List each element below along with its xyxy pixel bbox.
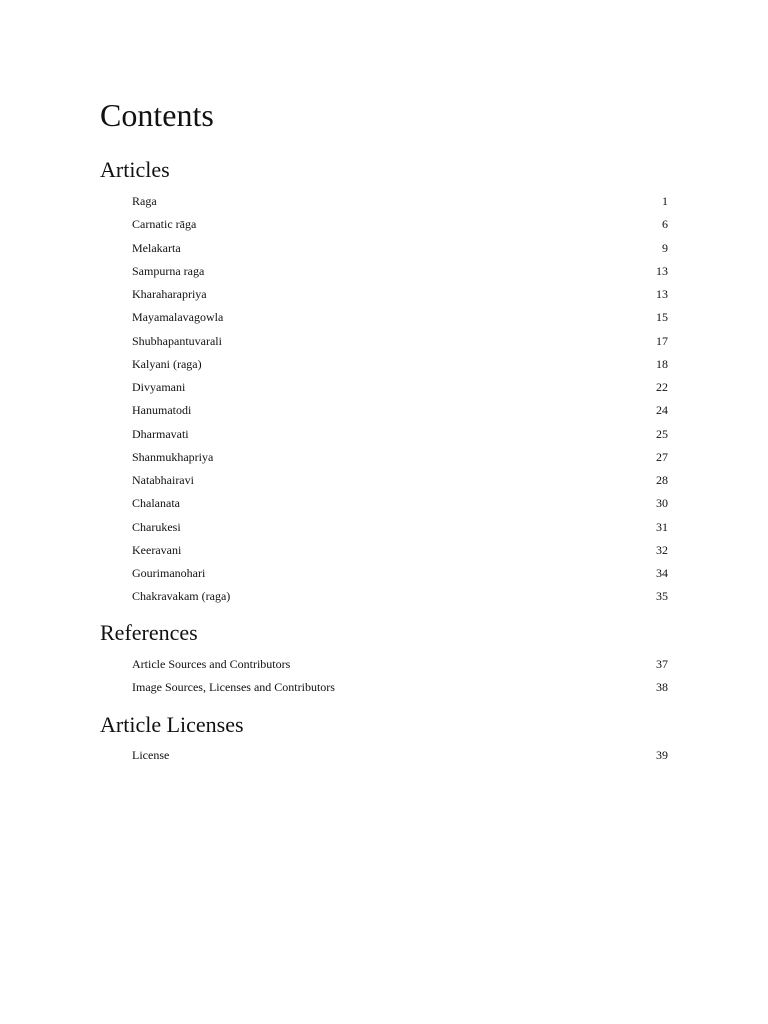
toc-entry[interactable]	[132, 330, 668, 353]
toc-entry-label: Melakarta	[132, 240, 181, 255]
toc-entry-page: 1	[662, 194, 668, 209]
toc-entry[interactable]	[132, 306, 668, 329]
toc-entry-page: 34	[656, 566, 668, 581]
toc-entry-label: Carnatic rāga	[132, 217, 197, 232]
toc-entry[interactable]	[132, 539, 668, 562]
toc-entry-page: 13	[656, 263, 668, 278]
toc-entry[interactable]	[132, 353, 668, 376]
toc-entry-page: 27	[656, 449, 668, 464]
toc-entry-label: Sampurna raga	[132, 263, 205, 278]
toc-entry-label: Shanmukhapriya	[132, 449, 214, 464]
toc-entry-page: 35	[656, 589, 668, 604]
section-heading-articles: Articles	[100, 157, 170, 182]
toc-entry[interactable]	[132, 376, 668, 399]
toc-entry-label: Chalanata	[132, 496, 180, 511]
toc-entry[interactable]	[132, 469, 668, 492]
toc-entry-label: Kalyani (raga)	[132, 356, 202, 371]
toc-entry-label: Gourimanohari	[132, 566, 206, 581]
toc-entry-label: Divyamani	[132, 380, 186, 395]
toc-entry[interactable]	[132, 423, 668, 446]
toc-entry[interactable]	[132, 190, 668, 213]
toc-entry-page: 6	[662, 217, 668, 232]
toc-entry-label: Dharmavati	[132, 426, 189, 441]
toc-entry-label: Shubhapantuvarali	[132, 333, 222, 348]
toc-entry[interactable]	[132, 744, 668, 767]
toc-entry-label: Article Sources and Contributors	[132, 657, 291, 672]
toc-entry[interactable]	[132, 399, 668, 422]
toc-entry[interactable]	[132, 283, 668, 306]
toc-entry-page: 38	[656, 680, 668, 695]
toc-entry[interactable]	[132, 260, 668, 283]
toc-entry-page: 22	[656, 380, 668, 395]
toc-entry[interactable]	[132, 562, 668, 585]
toc-entry-page: 17	[656, 333, 668, 348]
toc-entry-page: 28	[656, 473, 668, 488]
toc-entry-page: 15	[656, 310, 668, 325]
section-heading-article-licenses: Article Licenses	[100, 712, 244, 737]
articles-list	[132, 190, 668, 609]
section-heading-references: References	[100, 620, 198, 645]
toc-entry-label: Charukesi	[132, 519, 181, 534]
toc-entry-page: 30	[656, 496, 668, 511]
toc-entry[interactable]	[132, 446, 668, 469]
toc-entry[interactable]	[132, 237, 668, 260]
toc-entry-label: Kharaharapriya	[132, 287, 207, 302]
toc-entry-page: 24	[656, 403, 668, 418]
toc-entry[interactable]	[132, 676, 668, 699]
toc-entry-label: Raga	[132, 194, 157, 209]
toc-entry-page: 37	[656, 657, 668, 672]
toc-entry[interactable]	[132, 585, 668, 608]
toc-entry-page: 32	[656, 542, 668, 557]
toc-entry-page: 31	[656, 519, 668, 534]
toc-entry-page: 18	[656, 356, 668, 371]
references-list	[132, 653, 668, 700]
toc-entry-label: Hanumatodi	[132, 403, 192, 418]
toc-entry-label: Natabhairavi	[132, 473, 194, 488]
toc-entry-label: Mayamalavagowla	[132, 310, 224, 325]
toc-entry-page: 13	[656, 287, 668, 302]
toc-entry[interactable]	[132, 516, 668, 539]
toc-entry[interactable]	[132, 213, 668, 236]
toc-entry-page: 9	[662, 240, 668, 255]
page-title: Contents	[100, 97, 214, 133]
toc-entry-label: Chakravakam (raga)	[132, 589, 231, 604]
toc-entry[interactable]	[132, 653, 668, 676]
licenses-list	[132, 744, 668, 767]
toc-entry[interactable]	[132, 492, 668, 515]
toc-entry-label: Image Sources, Licenses and Contributors	[132, 680, 335, 695]
toc-entry-page: 25	[656, 426, 668, 441]
toc-entry-page: 39	[656, 748, 668, 763]
toc-entry-label: License	[132, 748, 170, 763]
toc-entry-label: Keeravani	[132, 542, 182, 557]
